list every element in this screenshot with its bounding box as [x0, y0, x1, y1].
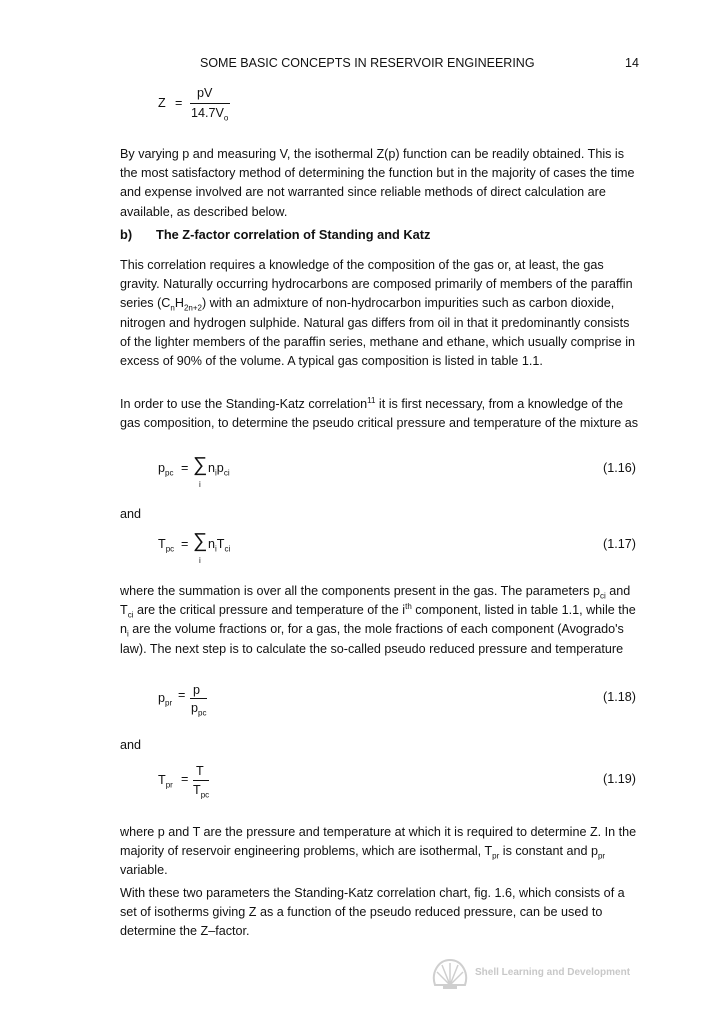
running-header: SOME BASIC CONCEPTS IN RESERVOIR ENGINEERING	[200, 56, 535, 70]
summation-sign: ∑	[193, 454, 208, 476]
section-title: The Z-factor correlation of Standing and Katz	[156, 227, 431, 242]
connector-and: and	[120, 738, 142, 752]
eq-numerator: p	[193, 683, 201, 697]
section-label: b)	[120, 227, 133, 242]
section-heading	[120, 227, 430, 242]
sum-index: i	[199, 480, 201, 489]
eq-numerator: T	[196, 764, 204, 778]
eq-lhs: Z	[158, 96, 166, 110]
eq-equals: =	[175, 96, 183, 110]
paragraph-4: where the summation is over all the components present in the gas. The parameters $p_{ci}$ and $T_{ci}$ are the critical pressure and temperature of the $i^{th}$ component, listed in table 1.1, while the $n_i$ are the volume fractions or, for a gas, the mole fractions of each component (Avogrado's law). The next step is to calculate the so-called pseudo reduced pressure and temperature	[120, 584, 636, 656]
eq-numerator: pV	[197, 86, 213, 100]
summation-sign: ∑	[193, 530, 208, 552]
eq-terms: $n_ip_{ci}$	[208, 461, 230, 478]
eq-lhs: $T_{pc}$	[158, 537, 175, 554]
eq-lhs: $T_{pr}$	[158, 773, 173, 790]
fraction-bar	[190, 103, 230, 104]
equation-number: (1.17)	[603, 537, 636, 551]
equation-number: (1.16)	[603, 461, 636, 475]
paragraph-2: This correlation requires a knowledge of the composition of the gas or, at least, the gas gravity. Naturally occurring hydrocarbons are composed primarily of members of the paraffin series $(C_nH_{2n+2})$ with an admixture of non-hydrocarbon impurities such as carbon dioxide, nitrogen and hydrogen sulphide. Natural gas differs from oil in that it predominantly consists of the lighter members of the paraffin series, methane and ethane, which usually comprise in excess of 90% of the volume. A typical gas composition is listed in table 1.1.	[120, 258, 635, 369]
eq-lhs: $p_{pc}$	[158, 461, 174, 478]
paragraph-3: In order to use the Standing-Katz correlation$^{11}$ it is first necessary, from a knowledge of the gas composition, to determine the pseudo critical pressure and temperature of the mixture as	[120, 395, 639, 431]
paragraph-5: where p and T are the pressure and temperature at which it is required to determine Z. In the majority of reservoir engineering problems, which are isothermal, $T_{pr}$ is constant and $p_{pr}$ variable.	[120, 825, 637, 878]
eq-denominator: $p_{pc}$	[191, 701, 207, 718]
eq-denominator: $14.7V_o$	[191, 106, 229, 123]
fraction-bar	[190, 698, 207, 699]
eq-equals: =	[181, 537, 189, 551]
eq-denominator: $T_{pc}$	[193, 783, 210, 800]
footer-brand-text: Shell Learning and Development	[475, 967, 631, 978]
paragraph-6: With these two parameters the Standing-Katz correlation chart, fig. 1.6, which consists of a set of isotherms giving Z as a function of the pseudo reduced pressure, can be used to determine the Z–factor.	[120, 886, 625, 939]
equation-number: (1.19)	[603, 772, 636, 786]
paragraph-1: By varying p and measuring V, the isothermal Z(p) function can be readily obtained. This is the most satisfactory method of determining the function but in the majority of cases the time and expense involved are not warranted since reliable methods of direct calculation are available, as described below.	[120, 147, 635, 219]
equation-number: (1.18)	[603, 690, 636, 704]
connector-and: and	[120, 507, 142, 521]
eq-terms: $n_iT_{ci}$	[208, 537, 231, 554]
fraction-bar	[193, 780, 209, 781]
eq-lhs: $p_{pr}$	[158, 691, 173, 708]
shell-logo-icon	[432, 957, 468, 996]
eq-equals: =	[181, 772, 189, 786]
eq-equals: =	[178, 688, 186, 702]
page-number: 14	[625, 56, 639, 70]
eq-equals: =	[181, 461, 189, 475]
sum-index: i	[199, 556, 201, 565]
